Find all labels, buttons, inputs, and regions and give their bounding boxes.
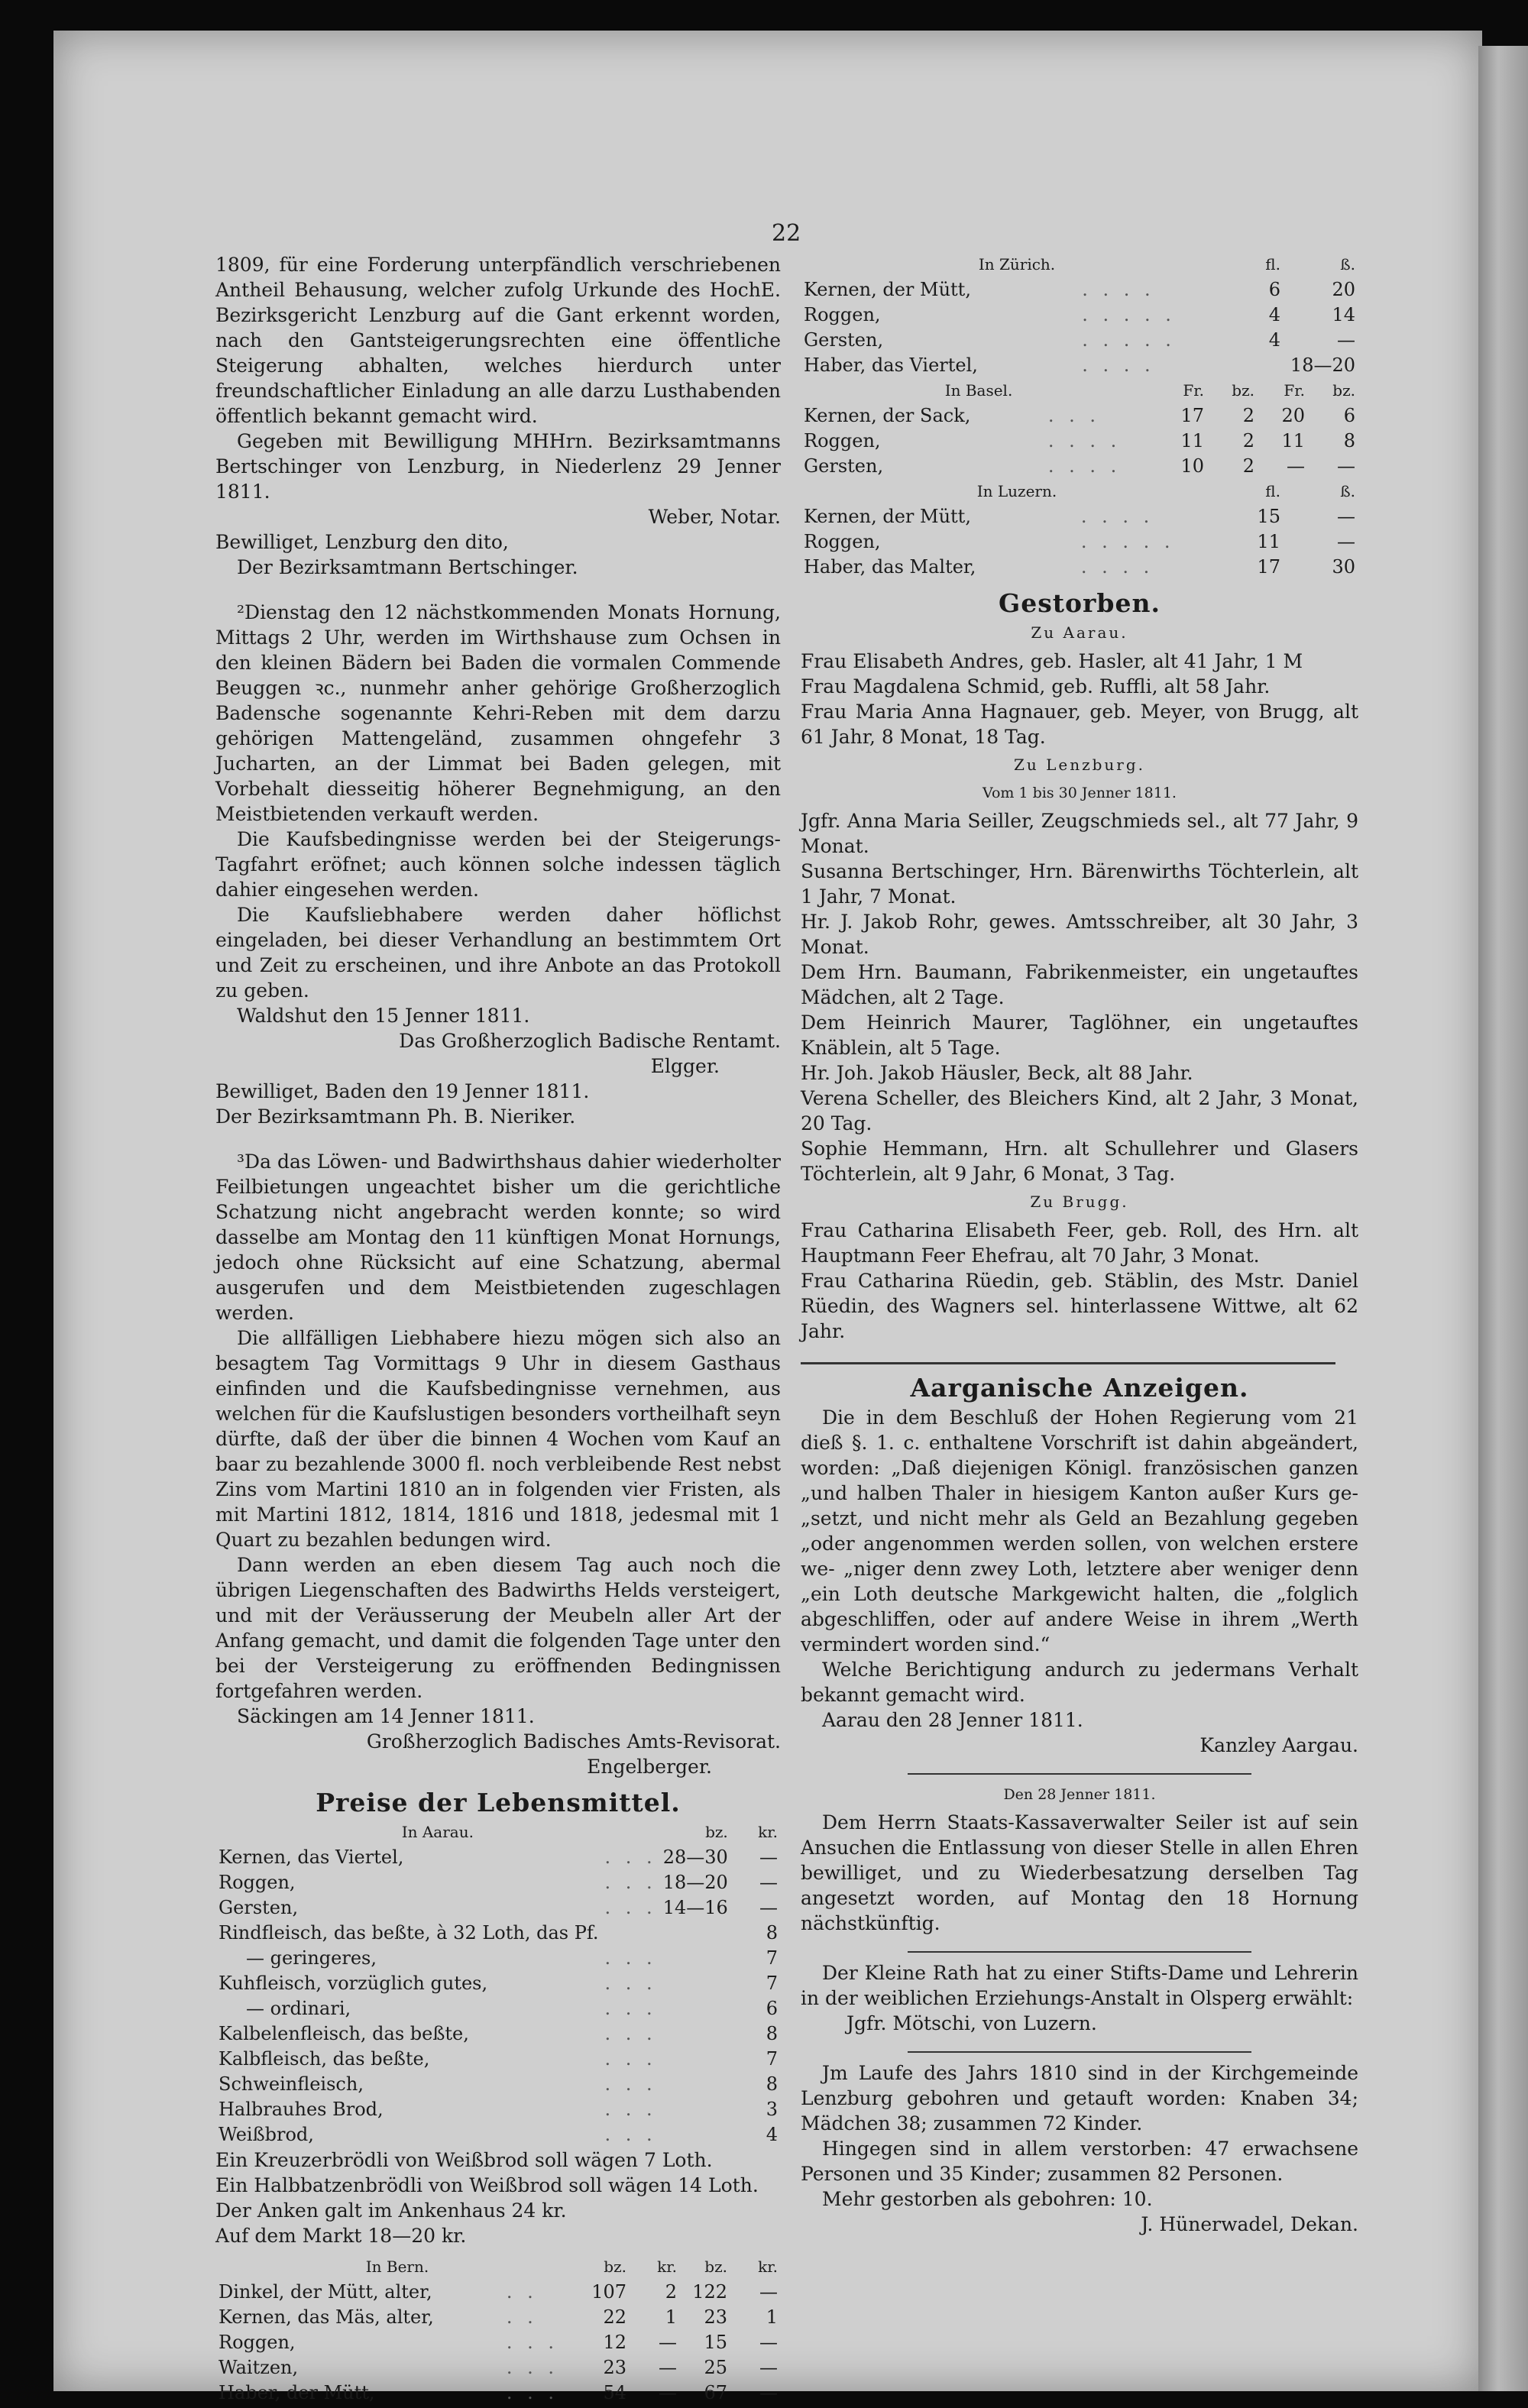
- table-row: Kernen, das Viertel, . . . 28—30 —: [219, 1846, 778, 1868]
- table-row: Dinkel, der Mütt, alter, . . 107 2 122 —: [219, 2281, 778, 2303]
- aargau-p3: Dem Herrn Staats-Kassaverwalter Seiler ist auf sein Ansuchen die Entlassung von dieser Stelle in allen Ehren bewilliget, und zu Wiederbesatzung derselben Tag angesetzt worden, auf Montag den 18 Hornung nächstkünftig.: [801, 1811, 1358, 1934]
- aarau-place: In Aarau.: [401, 1823, 474, 1841]
- deaths-title: Gestorben.: [999, 588, 1161, 618]
- death-entry: Sophie Hemmann, Hrn. alt Schullehrer und Glasers Töchterlein, alt 9 Jahr, 6 Monat, 3 Tag.: [801, 1138, 1358, 1185]
- aargau-p7: Mehr gestorben als gebohren: 10.: [822, 2188, 1153, 2210]
- table-row: Roggen, . . . . . 11 —: [804, 531, 1355, 552]
- death-entry: Frau Catharina Rüedin, geb. Stäblin, des Mstr. Daniel Rüedin, des Wagners sel. hinterlassene Wittwe, alt 62 Jahr.: [801, 1270, 1358, 1342]
- death-entry: Susanna Bertschinger, Hrn. Bärenwirths Töchterlein, alt 1 Jahr, 7 Monat.: [801, 860, 1358, 908]
- prices-title: Preise der Lebensmittel.: [316, 1788, 681, 1817]
- aargau-signer2: J. Hünerwadel, Dekan.: [1141, 2213, 1358, 2235]
- table-row: Haber, das Viertel, . . . . 18—20: [804, 354, 1355, 376]
- page-number: 22: [772, 220, 801, 247]
- notice2-p2: Die Kaufsbedingnisse werden bei der Steigerungs-Tagfahrt eröfnet; auch können solche indessen täglich dahier eingesehen werden.: [215, 828, 781, 901]
- death-entry: Frau Catharina Elisabeth Feer, geb. Roll, des Hrn. alt Hauptmann Feer Ehefrau, alt 70 Jahr, 3 Monat.: [801, 1219, 1358, 1267]
- left-column: [215, 252, 781, 2406]
- aargau-signer: Kanzley Aargau.: [1199, 1734, 1358, 1756]
- table-row: Kernen, der Mütt, . . . . 15 —: [804, 506, 1355, 527]
- deaths-brugg-place: Zu Brugg.: [1030, 1193, 1129, 1211]
- notice2-p3: Die Kaufsliebhabere werden daher höflichst eingeladen, bei dieser Verhandlung an bestimmtem Ort und Zeit zu erscheinen, und ihre Anbote an das Protokoll zu geben.: [215, 904, 781, 1002]
- right-column: [801, 252, 1358, 2237]
- aarau-note: Ein Kreuzerbrödli von Weißbrod soll wägen 7 Loth.: [215, 2149, 713, 2171]
- death-entry: Hr. Joh. Jakob Häusler, Beck, alt 88 Jahr.: [801, 1062, 1193, 1084]
- notice3-date: Säckingen am 14 Jenner 1811.: [237, 1705, 535, 1727]
- notice2-date: Waldshut den 15 Jenner 1811.: [237, 1005, 530, 1027]
- table-row: Kernen, der Mütt, . . . . 6 20: [804, 279, 1355, 300]
- adjacent-page-edge: [1478, 46, 1528, 2391]
- death-entry: Frau Elisabeth Andres, geb. Hasler, alt 41 Jahr, 1 M: [801, 650, 1303, 672]
- deaths-lenzburg-range: Vom 1 bis 30 Jenner 1811.: [983, 785, 1177, 801]
- aargau-dated2: Den 28 Jenner 1811.: [1003, 1786, 1156, 1803]
- death-entry: Verena Scheller, des Bleichers Kind, alt 2 Jahr, 3 Monat, 20 Tag.: [801, 1087, 1358, 1134]
- price-table-basel: In Basel. Fr. bz. Fr. bz. Kernen, der Sack, . . . 17 2 20 6 Roggen, . . . . 11 2 11 8 Gersten, . . . . 10 2 — —: [801, 378, 1358, 479]
- table-row: Roggen, . . . . 11 2 11 8: [804, 430, 1355, 452]
- price-table-bern: In Bern. bz. kr. bz. kr. Dinkel, der Mütt, alter, . . 107 2 122 — Kernen, das Mäs, alter, . . 22 1 23 1 Roggen, . . . 12 — 15 — Waitzen, . . . 23 — 25 — Haber, der Mütt, . . . 54 — 67 —: [215, 2254, 781, 2406]
- notice1-approved: Bewilliget, Lenzburg den dito,: [215, 531, 509, 553]
- table-row: Kalbfleisch, das beßte, . . . 7: [219, 2048, 778, 2070]
- table-row: Roggen, . . . . . 4 14: [804, 304, 1355, 325]
- notice1-body: 1809, für eine Forderung unterpfändlich verschriebenen Antheil Behausung, welcher zufolg Urkunde des HochE. Bezirksgericht Lenzburg auf die Gant erkennt worden, nach den Gantsteigerungsrechten eine öffentliche Steigerung abhalten, welches hierdurch unter freundschaftlicher Einladung an alle darzu Lusthabenden öffentlich bekannt gemacht wird.: [215, 254, 781, 427]
- aargau-p5: Jm Laufe des Jahrs 1810 sind in der Kirchgemeinde Lenzburg gebohren und getauft worden: Knaben 34; Mädchen 38; zusammen 72 Kinder.: [801, 2062, 1358, 2135]
- table-row: Rindfleisch, das beßte, à 32 Loth, das Pf. 8: [219, 1922, 778, 1944]
- notice3-signer: Engelberger.: [587, 1756, 712, 1778]
- table-row: Roggen, . . . 18—20 —: [219, 1872, 778, 1893]
- notice2-signer: Elgger.: [650, 1055, 720, 1077]
- aarau-note: Ein Halbbatzenbrödli von Weißbrod soll wägen 14 Loth.: [215, 2174, 759, 2196]
- table-row: Haber, der Mütt, . . . 54 — 67 —: [219, 2382, 778, 2403]
- divider: [908, 2051, 1251, 2053]
- aargau-p2: Welche Berichtigung andurch zu jedermans Verhalt bekannt gemacht wird.: [801, 1659, 1358, 1706]
- aargau-date: Aarau den 28 Jenner 1811.: [822, 1709, 1083, 1731]
- aarau-note: Der Anken galt im Ankenhaus 24 kr.: [215, 2199, 567, 2222]
- notice1-signer: Weber, Notar.: [648, 506, 781, 528]
- section-divider: [801, 1362, 1335, 1364]
- death-entry: Hr. J. Jakob Rohr, gewes. Amtsschreiber, alt 30 Jahr, 3 Monat.: [801, 911, 1358, 958]
- price-table-aarau: [215, 1820, 781, 2147]
- table-row: Haber, das Malter, . . . . 17 30: [804, 556, 1355, 578]
- table-row: Kalbelenfleisch, das beßte, . . . 8: [219, 2023, 778, 2044]
- notice3-office: Großherzoglich Badisches Amts-Revisorat.: [366, 1730, 781, 1753]
- table-row: — geringeres, . . . 7: [246, 1947, 778, 1969]
- aargau-p4-name: Jgfr. Mötschi, von Luzern.: [847, 2012, 1097, 2034]
- table-row: Halbrauhes Brod, . . . 3: [219, 2099, 778, 2120]
- table-row: Schweinfleisch, . . . 8: [219, 2073, 778, 2095]
- notice3-p3: Dann werden an eben diesem Tag auch noch die übrigen Liegenschaften des Badwirths Helds versteigert, und mit der Veräusserung der Meubeln aller Art der Anfang gemacht, und damit die folgenden Tage unter den bei der Versteigerung zu eröffnenden Bedingnissen fortgefahren werden.: [215, 1554, 781, 1702]
- price-table-luzern: In Luzern. fl. ß. Kernen, der Mütt, . . . . 15 — Roggen, . . . . . 11 — Haber, das Malter, . . . . 17 30: [801, 479, 1358, 580]
- death-entry: Dem Heinrich Maurer, Taglöhner, ein ungetauftes Knäblein, alt 5 Tage.: [801, 1011, 1358, 1059]
- table-row: — ordinari, . . . 6: [246, 1998, 778, 2019]
- aarau-col1: bz.: [705, 1823, 728, 1841]
- basel-place: In Basel.: [944, 381, 1013, 400]
- aargau-p1: Die in dem Beschluß der Hohen Regierung vom 21 dieß §. 1. c. enthaltene Vorschrift ist dahin abgeändert, worden: „Daß diejenigen Königl. französischen ganzen „und halben Thaler in hiesigem Kanton außer Kurs ge- „setzt, und nicht mehr als Geld an Bezahlung gegeben „oder angenommen werden sollen, von welchen erstere we- „niger denn zwey Loth, letztere aber weniger denn „ein Loth deutsche Markgewicht halten, die „folglich abgeschliffen, oder auf andere Weise in ihrem „Werth vermindert worden sind.“: [801, 1406, 1358, 1656]
- divider: [908, 1951, 1251, 1953]
- table-row: Roggen, . . . 12 — 15 —: [219, 2332, 778, 2353]
- aargau-p6: Hingegen sind in allem verstorben: 47 erwachsene Personen und 35 Kinder; zusammen 82 Personen.: [801, 2138, 1358, 2185]
- divider: [908, 1773, 1251, 1775]
- table-row: Kuhfleisch, vorzüglich gutes, . . . 7: [219, 1973, 778, 1994]
- table-row: Kernen, das Mäs, alter, . . 22 1 23 1: [219, 2306, 778, 2328]
- table-row: Waitzen, . . . 23 — 25 —: [219, 2357, 778, 2378]
- table-row: Kernen, der Sack, . . . 17 2 20 6: [804, 405, 1355, 426]
- notice1-given: Gegeben mit Bewilligung MHHrn. Bezirksamtmanns Bertschinger von Lenzburg, in Niederlenz 29 Jenner 1811.: [215, 430, 781, 503]
- death-entry: Dem Hrn. Baumann, Fabrikenmeister, ein ungetauftes Mädchen, alt 2 Tage.: [801, 961, 1358, 1008]
- deaths-lenzburg-place: Zu Lenzburg.: [1013, 756, 1146, 774]
- aargau-p4: Der Kleine Rath hat zu einer Stifts-Dame und Lehrerin in der weiblichen Erziehungs-Anstalt in Olsperg erwählt:: [801, 1962, 1358, 2009]
- notice2-approved: Bewilliget, Baden den 19 Jenner 1811.: [215, 1080, 590, 1102]
- death-entry: Frau Magdalena Schmid, geb. Ruffli, alt 58 Jahr.: [801, 675, 1271, 697]
- table-row: Gersten, . . . . . 4 —: [804, 329, 1355, 351]
- deaths-aarau-place: Zu Aarau.: [1031, 623, 1128, 642]
- notice2-official: Der Bezirksamtmann Ph. B. Nieriker.: [215, 1105, 576, 1128]
- aarau-col2: kr.: [758, 1823, 778, 1841]
- death-entry: Jgfr. Anna Maria Seiller, Zeugschmieds sel., alt 77 Jahr, 9 Monat.: [801, 810, 1358, 857]
- aargau-title: Aarganische Anzeigen.: [910, 1373, 1249, 1403]
- aarau-note: Auf dem Markt 18—20 kr.: [215, 2225, 467, 2247]
- death-entry: Frau Maria Anna Hagnauer, geb. Meyer, von Brugg, alt 61 Jahr, 8 Monat, 18 Tag.: [801, 701, 1358, 748]
- notice3-p2: Die allfälligen Liebhabere hiezu mögen sich also an besagtem Tag Vormittags 9 Uhr in diesem Gasthaus einfinden und die Kaufsbedingnisse vernehmen, aus welchen für die Kaufslustigen besonders vortheilhaft seyn dürfte, daß der über die binnen 4 Wochen vom Kauf an baar zu bezahlende 3000 fl. noch verbleibende Rest nebst Zins vom Martini 1810 an in folgenden vier Fristen, als mit Martini 1812, 1814, 1816 und 1818, jedesmal mit 1 Quart zu bezahlen bedungen wird.: [215, 1327, 781, 1551]
- bern-place: In Bern.: [365, 2258, 429, 2276]
- table-row: Gersten, . . . . 10 2 — —: [804, 455, 1355, 477]
- zuerich-place: In Zürich.: [978, 255, 1056, 273]
- notice1-official: Der Bezirksamtmann Bertschinger.: [237, 556, 578, 578]
- notice2-p1: ²Dienstag den 12 nächstkommenden Monats Hornung, Mittags 2 Uhr, werden im Wirthshause zum Ochsen in den kleinen Bädern bei Baden die vormalen Commende Beuggen ꝛc., nunmehr anher gehörige Großherzoglich Badensche sogenannte Kehri-Reben mit dem darzu gehörigen Mattengeländ, zusammen ohngefehr 3 Jucharten, an der Limmat bei Baden gelegen, mit Vorbehalt diesseitig höherer Begnehmigung, an den Meistbietenden verkauft werden.: [215, 601, 781, 825]
- luzern-place: In Luzern.: [976, 482, 1057, 500]
- table-row: Weißbrod, . . . 4: [219, 2124, 778, 2145]
- price-table-zuerich: In Zürich. fl. ß. Kernen, der Mütt, . . . . 6 20 Roggen, . . . . . 4 14 Gersten, . . . . . 4 — Haber, das Viertel, . . . . 18—20: [801, 252, 1358, 378]
- table-row: Gersten, . . . 14—16 —: [219, 1897, 778, 1918]
- notice3-p1: ³Da das Löwen- und Badwirthshaus dahier wiederholter Feilbietungen ungeachtet bisher um die gerichtliche Schatzung nicht angebracht werden konnte; so wird dasselbe am Montag den 11 künftigen Monat Hornungs, jedoch ohne Rücksicht auf eine Schatzung, abermal ausgerufen und dem Meistbietenden zugeschlagen werden.: [215, 1151, 781, 1324]
- notice2-office: Das Großherzoglich Badische Rentamt.: [399, 1030, 781, 1052]
